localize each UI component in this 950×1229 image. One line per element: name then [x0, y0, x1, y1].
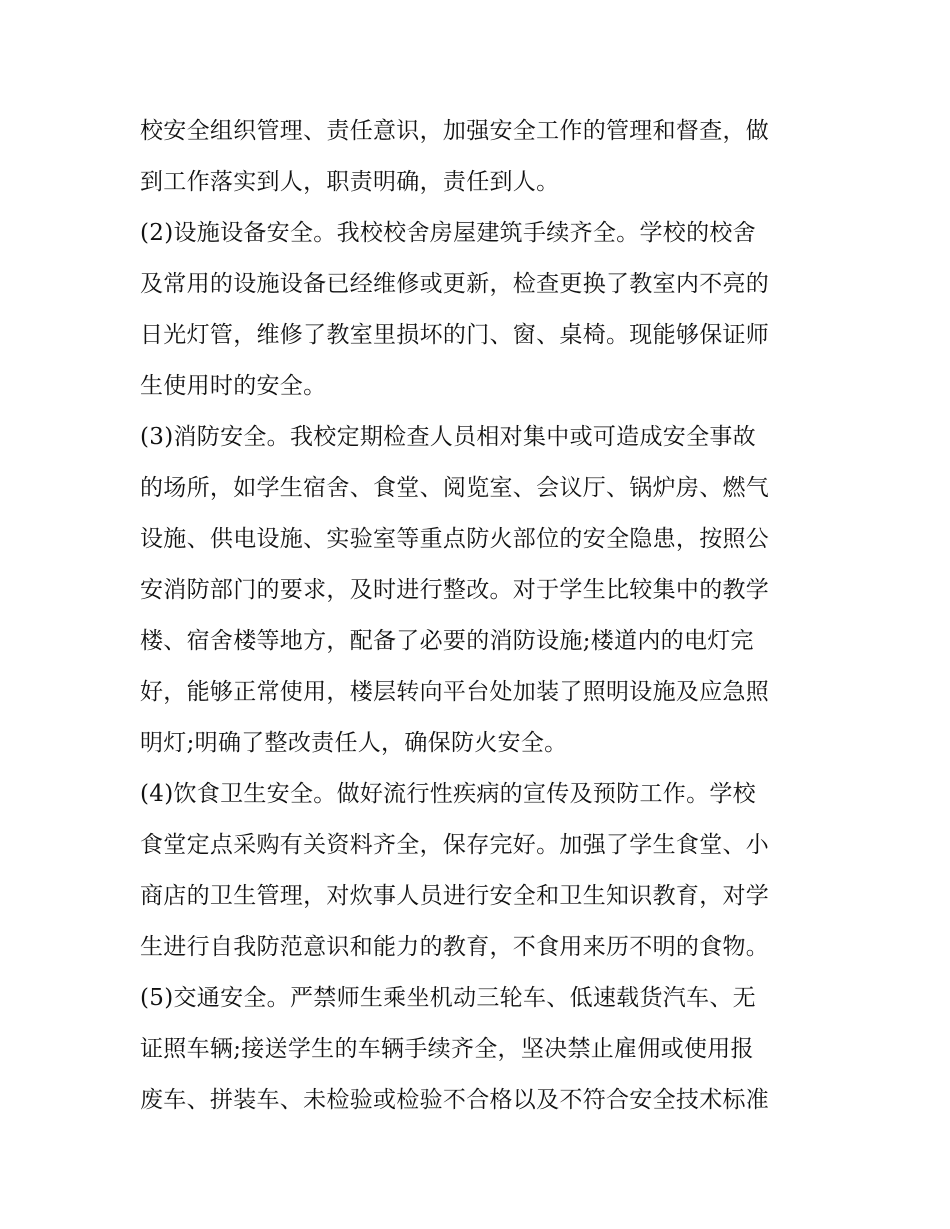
body-text	[140, 106, 820, 1126]
text-line: 到工作落实到人，职责明确，责任到人。	[140, 169, 560, 195]
text-line: 好，能够正常使用，楼层转向平台处加装了照明设施及应急照	[140, 679, 770, 705]
text-line: 的场所，如学生宿舍、食堂、阅览室、会议厅、锅炉房、燃气	[140, 475, 770, 501]
text-line: 校安全组织管理、责任意识，加强安全工作的管理和督查，做	[140, 118, 770, 144]
text-line: 及常用的设施设备已经维修或更新，检查更换了教室内不亮的	[140, 271, 770, 297]
text-line: 商店的卫生管理，对炊事人员进行安全和卫生知识教育，对学	[140, 883, 770, 909]
text-line: 明灯;明确了整改责任人，确保防火安全。	[140, 730, 568, 756]
text-line: 楼、宿舍楼等地方，配备了必要的消防设施;楼道内的电灯完	[140, 628, 754, 654]
text-line: 证照车辆;接送学生的车辆手续齐全，坚决禁止雇佣或使用报	[140, 1036, 754, 1062]
text-line: 食堂定点采购有关资料齐全，保存完好。加强了学生食堂、小	[140, 832, 770, 858]
text-line: (2)设施设备安全。我校校舍房屋建筑手续齐全。学校的校舍	[140, 220, 756, 246]
text-line: 设施、供电设施、实验室等重点防火部位的安全隐患，按照公	[140, 526, 770, 552]
text-line: (4)饮食卫生安全。做好流行性疾病的宣传及预防工作。学校	[140, 781, 756, 807]
text-line: 生使用时的安全。	[140, 373, 327, 399]
text-line: 安消防部门的要求，及时进行整改。对于学生比较集中的教学	[140, 577, 770, 603]
text-line: 日光灯管，维修了教室里损坏的门、窗、桌椅。现能够保证师	[140, 322, 770, 348]
text-line: 废车、拼装车、未检验或检验不合格以及不符合安全技术标准	[140, 1087, 770, 1113]
text-line: (5)交通安全。严禁师生乘坐机动三轮车、低速载货汽车、无	[140, 985, 756, 1011]
text-line: (3)消防安全。我校定期检查人员相对集中或可造成安全事故	[140, 424, 756, 450]
text-line: 生进行自我防范意识和能力的教育，不食用来历不明的食物。	[140, 934, 770, 960]
